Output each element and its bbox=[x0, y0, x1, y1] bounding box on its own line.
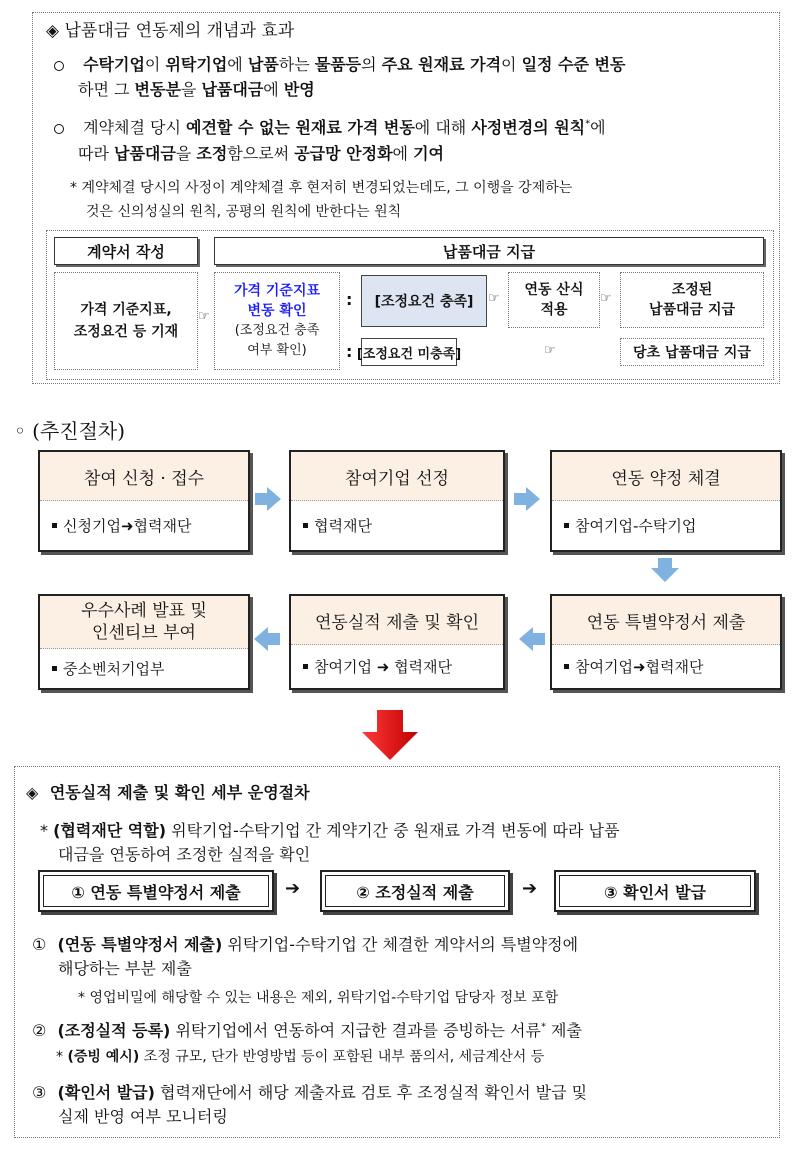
diamond-icon: ◈ bbox=[26, 783, 39, 802]
circle-bullet-icon bbox=[54, 61, 64, 71]
item-2-note: * (증빙 예시) 조정 규모, 단가 반영방법 등이 포함된 내부 품의서, 세금계산서 등 bbox=[56, 1049, 545, 1065]
arrow-right-icon bbox=[255, 487, 281, 511]
item-3-line-1: ③ (확인서 발급) 협력재단에서 해당 제출자료 검토 후 조정실적 확인서 발급 및 bbox=[32, 1083, 588, 1102]
arrow-left-icon bbox=[519, 627, 545, 651]
step-5 bbox=[289, 594, 505, 690]
hand-pointer-icon: ☞ bbox=[544, 343, 556, 358]
concept-bullet-1: 수탁기업이 위탁기업에 납품하는 물품등의 주요 원재료 가격이 일정 수준 변동 bbox=[54, 52, 625, 75]
step-6 bbox=[38, 594, 250, 690]
arrow-right-icon bbox=[514, 487, 540, 511]
item-1-line-2: 해당하는 부분 제출 bbox=[58, 959, 192, 978]
procedure-title: ◦ (추진절차) bbox=[14, 419, 126, 443]
item-1-note: * 영업비밀에 해당할 수 있는 내용은 제외, 위탁기업-수탁기업 담당자 정보 포함 bbox=[78, 990, 559, 1006]
concept-title: ◈ 납품대금 연동제의 개념과 효과 bbox=[46, 21, 295, 41]
circle-bullet-icon bbox=[54, 124, 64, 134]
step-detail: 참여기업 ➜ 협력재단 bbox=[291, 645, 503, 687]
step-title: 참여기업 선정 bbox=[291, 452, 503, 501]
flow-arrow-icon: ➔ bbox=[285, 878, 301, 899]
step-detail: 참여기업➜협력재단 bbox=[552, 645, 780, 687]
concept-bullet-1-line-2: 하면 그 변동분을 납품대금에 반영 bbox=[78, 80, 315, 99]
condition-met-box: [조정요건 충족] bbox=[361, 275, 487, 327]
square-bullet-icon bbox=[564, 664, 569, 669]
step-title: 연동실적 제출 및 확인 bbox=[291, 596, 503, 645]
item-3-line-2: 실제 반영 여부 모니터링 bbox=[58, 1107, 228, 1126]
red-arrow-down-icon bbox=[362, 710, 418, 760]
formula-box: 연동 산식 적용 bbox=[508, 272, 600, 328]
step-title: 연동 약정 체결 bbox=[552, 452, 780, 501]
square-bullet-icon bbox=[52, 666, 57, 671]
flow-step-3: ③ 확인서 발급 bbox=[554, 870, 756, 912]
hand-pointer-icon: ☞ bbox=[198, 309, 210, 324]
step-detail: 참여기업-수탁기업 bbox=[552, 501, 780, 549]
adjusted-payment-box: 조정된 납품대금 지급 bbox=[620, 272, 764, 328]
detail-title: ◈ 연동실적 제출 및 확인 세부 운영절차 bbox=[26, 783, 310, 802]
colon-met: : bbox=[346, 290, 353, 309]
flow-step-2: ② 조정실적 제출 bbox=[320, 870, 510, 912]
step-detail: 협력재단 bbox=[291, 501, 503, 549]
step-1 bbox=[38, 450, 250, 552]
step-3 bbox=[550, 450, 782, 552]
concept-bullet-2-line-2: 따라 납품대금을 조정함으로써 공급망 안정화에 기여 bbox=[78, 144, 444, 163]
flow-step-1: ① 연동 특별약정서 제출 bbox=[38, 870, 274, 912]
concept-bullet-2: 계약체결 당시 예견할 수 없는 원재료 가격 변동에 대해 사정변경의 원칙*에 bbox=[54, 115, 606, 138]
item-1-line-1: ① (연동 특별약정서 제출) 위탁기업-수탁기업 간 체결한 계약서의 특별약정에 bbox=[32, 935, 579, 954]
arrow-left-icon bbox=[254, 627, 280, 651]
step-detail: 중소벤처기업부 bbox=[40, 649, 248, 687]
colon-not-met: : bbox=[346, 342, 353, 361]
payment-header: 납품대금 지급 bbox=[214, 237, 764, 265]
diamond-icon: ◈ bbox=[46, 21, 60, 41]
square-bullet-icon bbox=[564, 523, 569, 528]
step-title: 우수사례 발표 및 인센티브 부여 bbox=[40, 596, 248, 649]
contract-header: 계약서 작성 bbox=[54, 237, 198, 265]
hand-pointer-icon: ☞ bbox=[488, 291, 500, 306]
role-line-1: * (협력재단 역할) 위탁기업-수탁기업 간 계약기간 중 원재료 가격 변동에 따라 납품 bbox=[40, 821, 620, 840]
arrow-down-icon bbox=[651, 558, 679, 582]
original-payment-box: 당초 납품대금 지급 bbox=[620, 338, 764, 366]
concept-note-line-2: 것은 신의성실의 원칙, 공평의 원칙에 반한다는 원칙 bbox=[86, 204, 402, 220]
index-check-box: 가격 기준지표 변동 확인 (조정요건 충족 여부 확인) bbox=[214, 272, 340, 370]
step-2 bbox=[289, 450, 505, 552]
step-4 bbox=[550, 594, 782, 690]
item-2-line-1: ② (조정실적 등록) 위탁기업에서 연동하여 지급한 결과를 증빙하는 서류* 제출 bbox=[32, 1021, 582, 1040]
square-bullet-icon bbox=[52, 523, 57, 528]
contract-body: 가격 기준지표, 조정요건 등 기재 bbox=[54, 272, 198, 370]
square-bullet-icon bbox=[303, 664, 308, 669]
step-detail: 신청기업➜협력재단 bbox=[40, 501, 248, 549]
square-bullet-icon bbox=[303, 523, 308, 528]
concept-note-line-1: * 계약체결 당시의 사정이 계약체결 후 현저히 변경되었는데도, 그 이행을 강제하는 bbox=[70, 180, 573, 196]
condition-not-met-box: [조정요건 미충족] bbox=[361, 338, 457, 366]
role-line-2: 대금을 연동하여 조정한 실적을 확인 bbox=[58, 845, 311, 864]
step-title: 연동 특별약정서 제출 bbox=[552, 596, 780, 645]
hand-pointer-icon: ☞ bbox=[600, 291, 612, 306]
flow-arrow-icon: ➔ bbox=[522, 878, 538, 899]
step-title: 참여 신청 · 접수 bbox=[40, 452, 248, 501]
